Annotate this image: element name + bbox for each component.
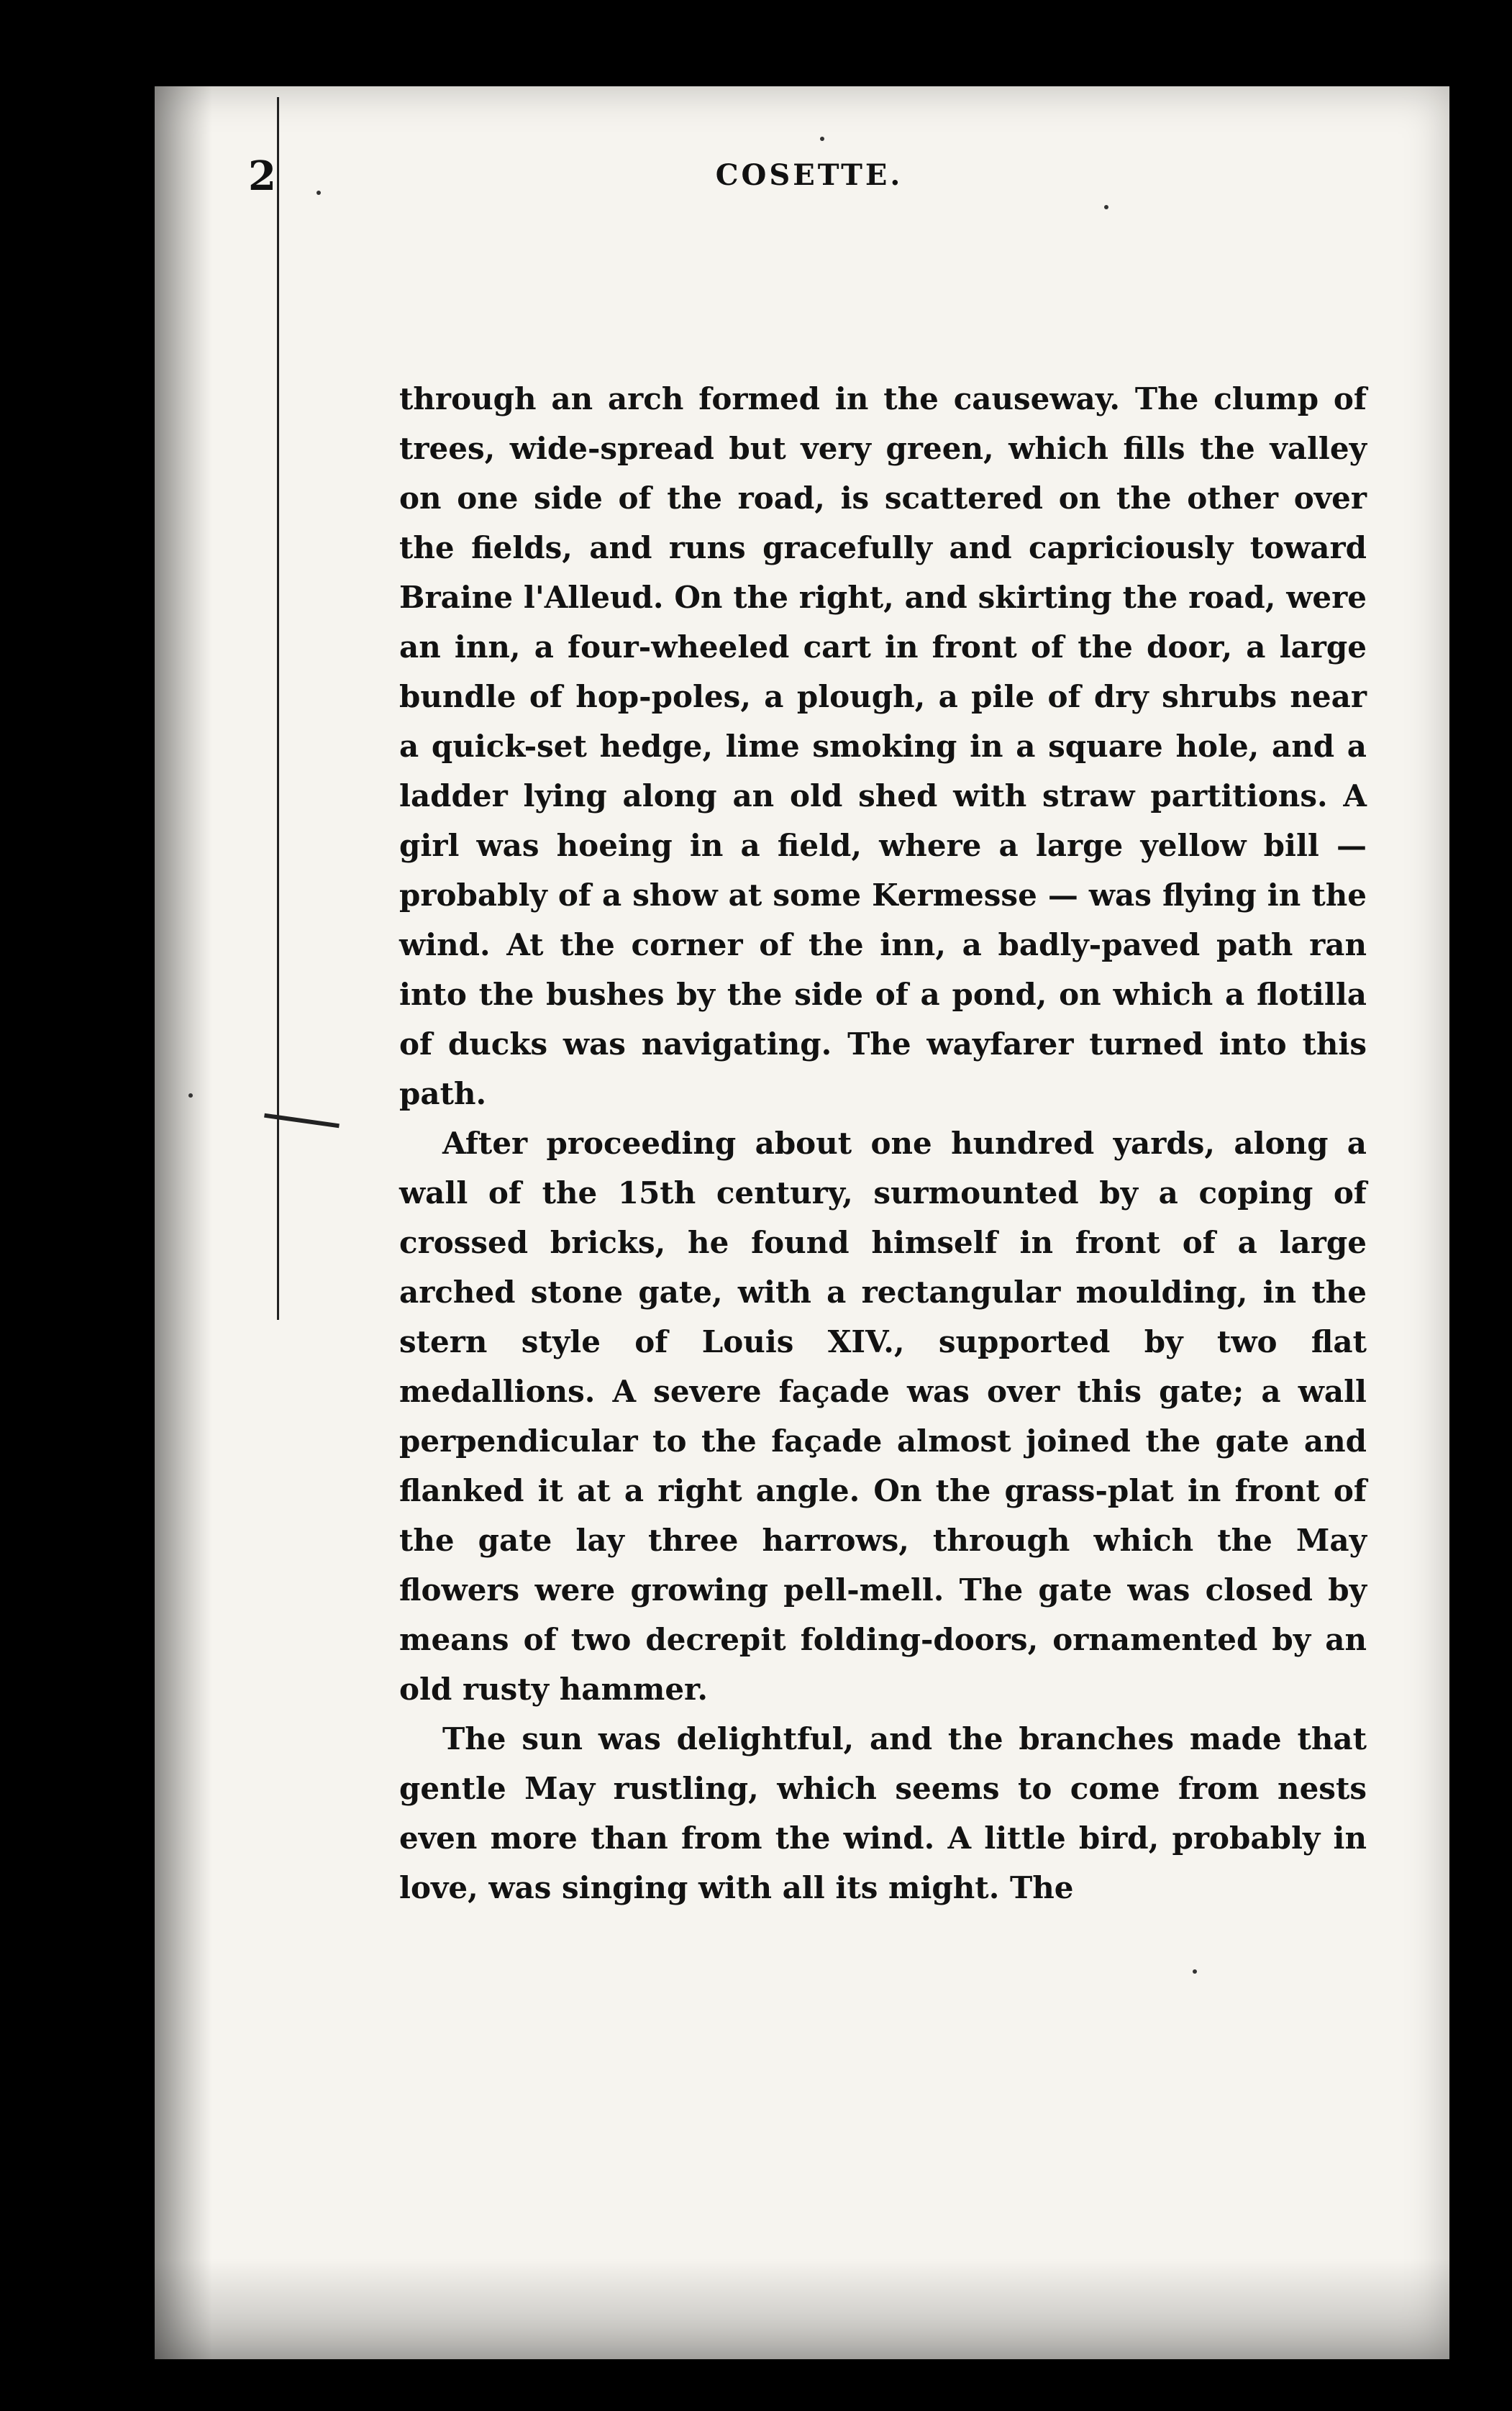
page-bottom-shadow — [155, 2259, 1449, 2359]
paragraph: The sun was delightful, and the branches made that gentle May rustling, which seems to come from nests even more than from the wind. A little bird, probably in love, was singing with all its might. The — [399, 1721, 1367, 1905]
body-text — [399, 374, 1367, 1913]
page-header — [248, 152, 1370, 210]
scan-speck — [188, 1093, 193, 1098]
paragraph-continuation: through an arch formed in the causeway. The clump of trees, wide-spread but very green, which fills the valley on one side of the road, is scattered on the other over the fields, and runs gracefully and capriciously toward Braine l'Alleud. On the right, and skirting the road, were an inn, a four-wheeled cart in front of the door, a large bundle of hop-poles, a plough, a pile of dry shrubs near a quick-set hedge, lime smoking in a square hole, and a ladder lying along an old shed with straw partitions. A girl was hoeing in a field, where a large yellow bill — probably of a show at some Kermesse — was flying in the wind. At the corner of the inn, a badly-paved path ran into the bushes by the side of a pond, on which a flotilla of ducks was navigating. The wayfarer turned into this path. — [399, 381, 1367, 1111]
scan-speck — [1193, 1969, 1197, 1974]
margin-rule-line — [277, 97, 279, 1320]
page-gutter-shadow — [155, 86, 212, 2359]
paragraph: After proceeding about one hundred yards, along a wall of the 15th century, surmounted by a coping of crossed bricks, he found himself in front of a large arched stone gate, with a rectangular moulding, in the stern style of Louis XIV., supported by two flat medallions. A severe façade was over this gate; a wall perpendicular to the façade almost joined the gate and flanked it at a right angle. On the grass-plat in front of the gate lay three harrows, through which the May flowers were growing pell-mell. The gate was closed by means of two decrepit folding-doors, ornamented by an old rusty hammer. — [399, 1126, 1367, 1707]
scan-speck — [820, 137, 824, 141]
page-number: 2 — [248, 152, 276, 200]
running-head: COSETTE. — [715, 158, 903, 192]
